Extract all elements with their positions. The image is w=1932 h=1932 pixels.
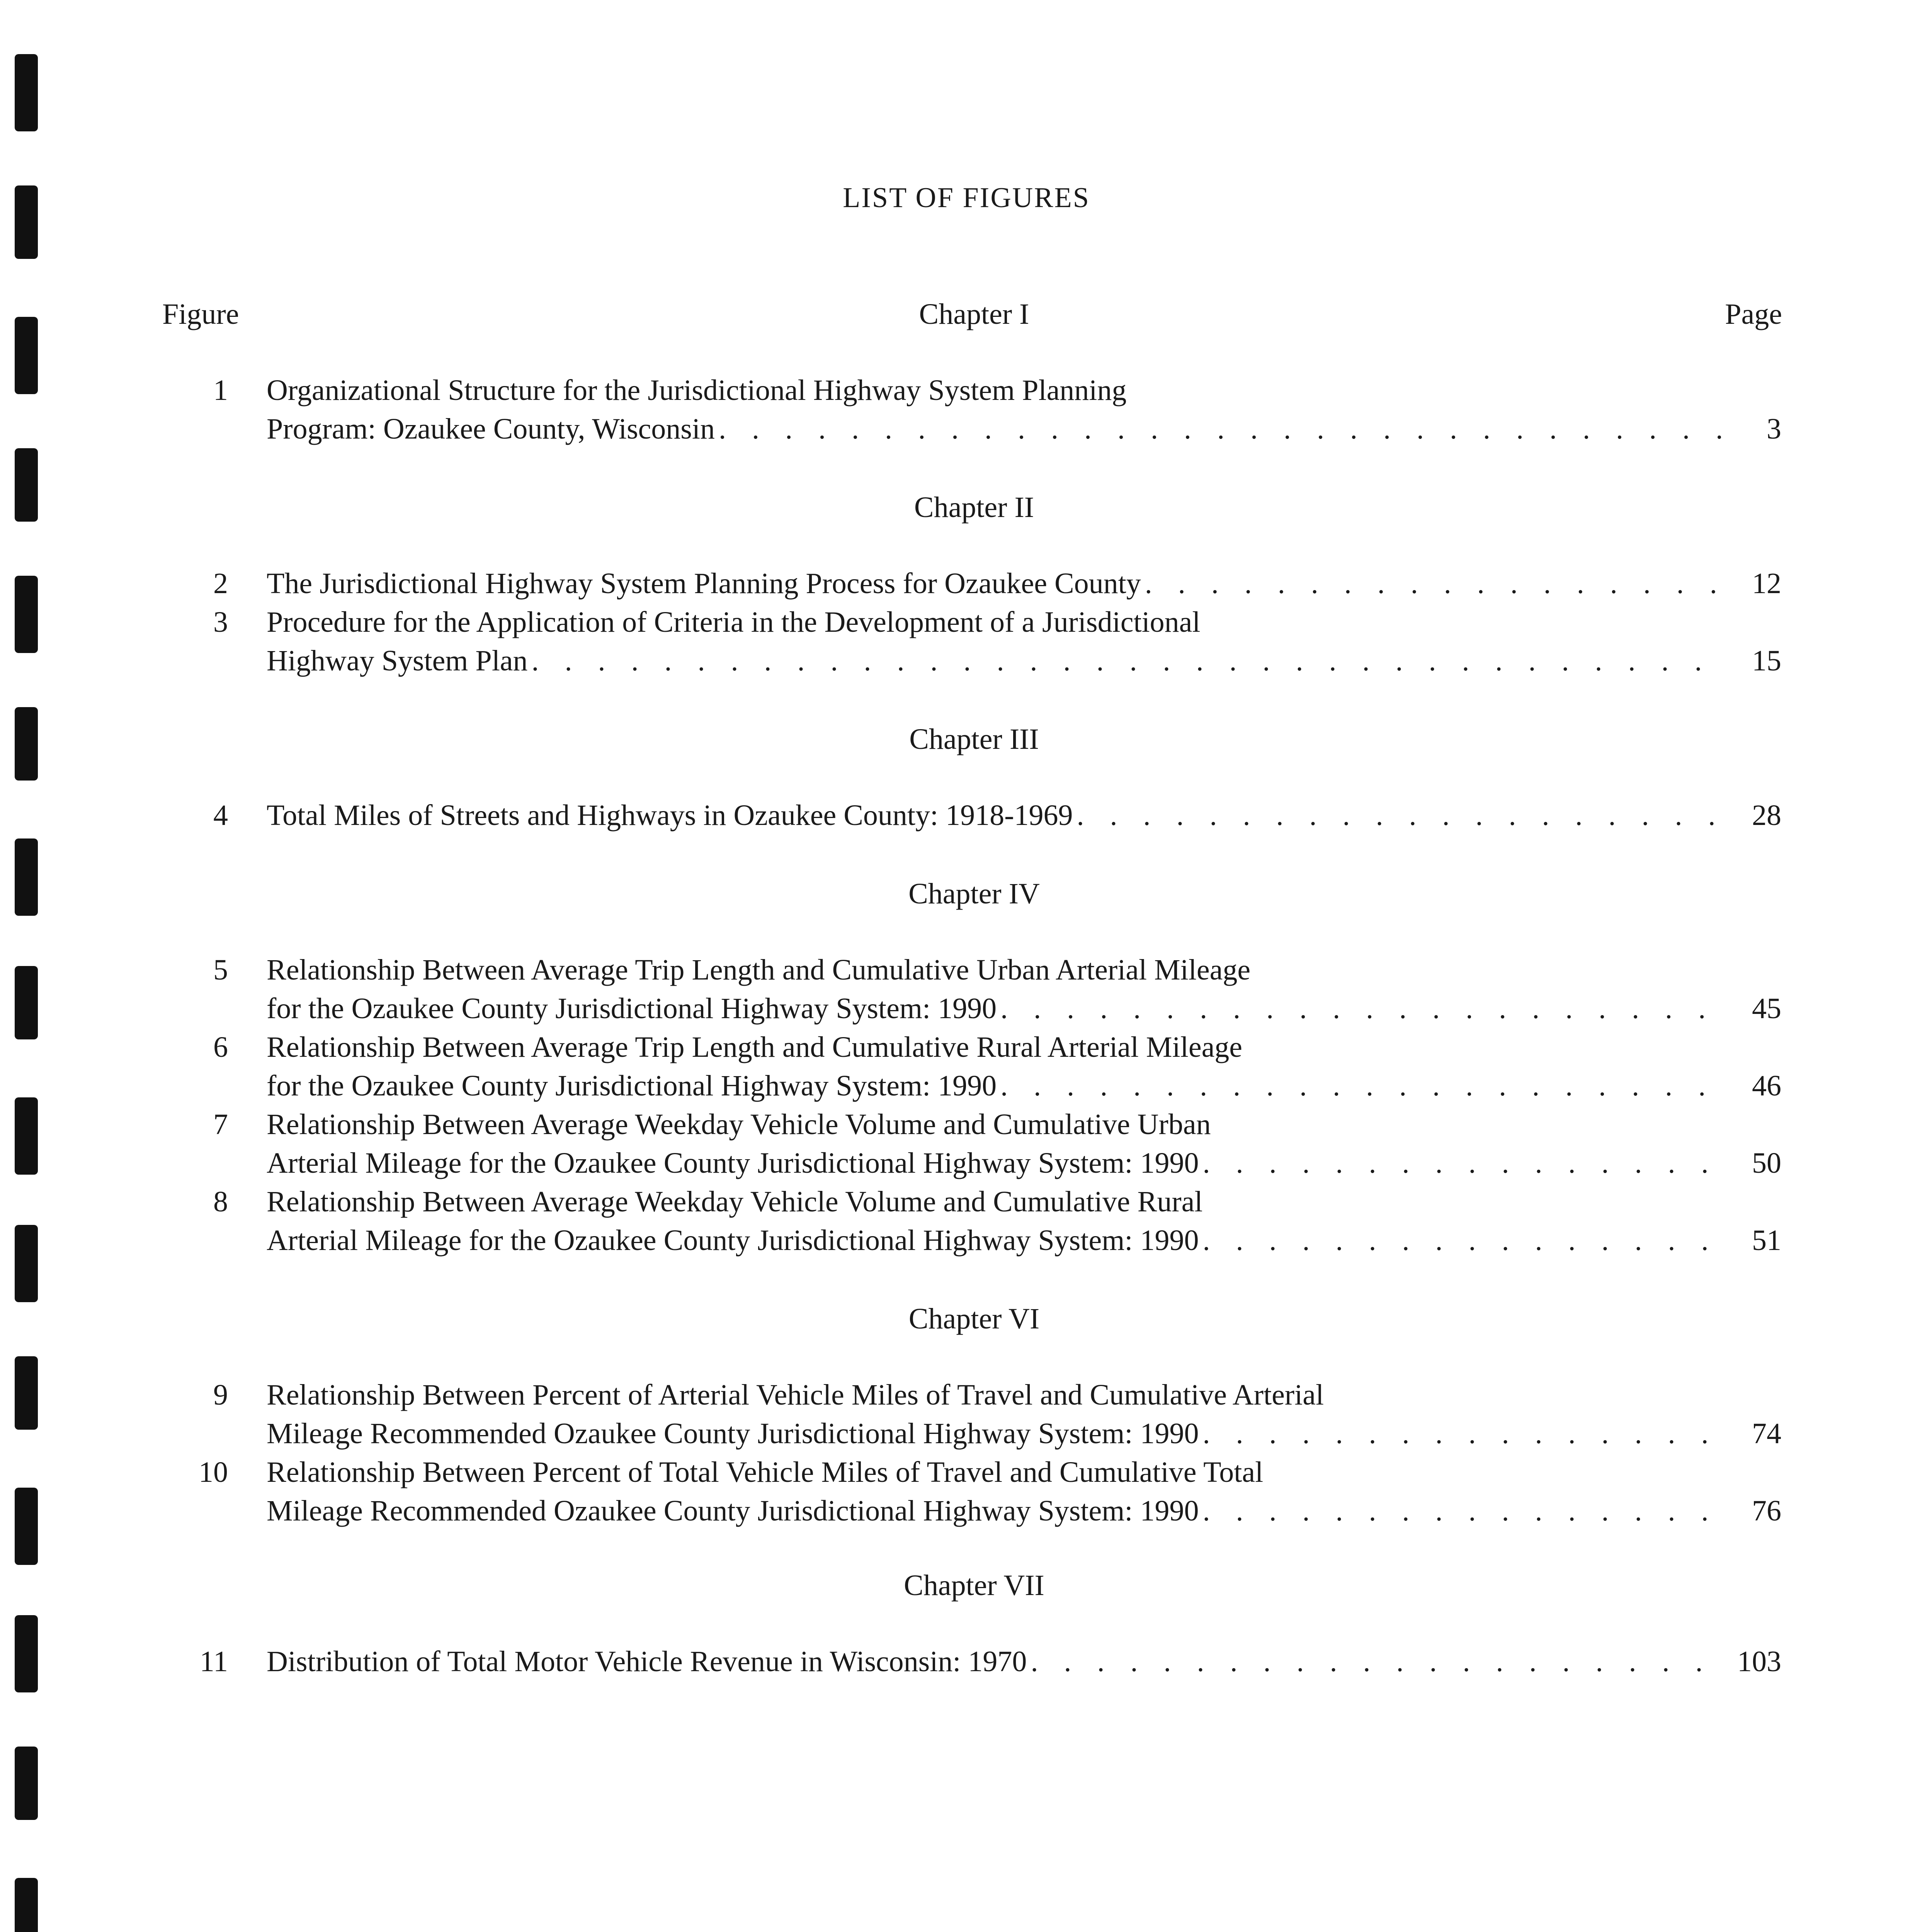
- figure-number: 7: [213, 1108, 228, 1141]
- figure-title-line: Total Miles of Streets and Highways in Ozaukee County: 1918-1969: [267, 799, 1073, 832]
- figure-number: 5: [213, 954, 228, 986]
- figure-title-line: The Jurisdictional Highway System Planning Process for Ozaukee County: [267, 567, 1141, 600]
- page-reference: 51: [1752, 1224, 1781, 1257]
- figure-number: 6: [213, 1031, 228, 1063]
- figure-title-line: Mileage Recommended Ozaukee County Jurisdictional Highway System: 1990: [267, 1417, 1199, 1450]
- figure-entry: [155, 564, 1781, 603]
- figure-title: [267, 1642, 1727, 1681]
- binding-hole: [15, 1615, 38, 1692]
- figure-title: [267, 796, 1727, 835]
- page-reference: 74: [1752, 1417, 1781, 1450]
- figure-entry: [155, 371, 1781, 448]
- figure-entry: [155, 1453, 1781, 1530]
- figure-title-line: Relationship Between Average Trip Length and Cumulative Urban Arterial Mileage: [267, 954, 1251, 986]
- figure-column-header: Figure: [162, 298, 239, 330]
- dot-leader: [719, 410, 1727, 448]
- chapter-heading-iii: Chapter III: [909, 723, 1039, 755]
- figure-title: [267, 1453, 1727, 1530]
- dot-leader: [1000, 989, 1727, 1028]
- binding-hole: [15, 1225, 38, 1302]
- page-reference: 12: [1752, 567, 1781, 600]
- figure-title-line: Relationship Between Percent of Arterial Vehicle Miles of Travel and Cumulative Arterial: [267, 1379, 1324, 1411]
- page-reference: 50: [1752, 1147, 1781, 1179]
- figure-title: [267, 564, 1727, 603]
- figure-number: 3: [213, 606, 228, 638]
- figure-entry: [155, 1376, 1781, 1453]
- figure-title: [267, 1028, 1727, 1105]
- dot-leader: [1203, 1414, 1727, 1453]
- figure-title-line: Arterial Mileage for the Ozaukee County Jurisdictional Highway System: 1990: [267, 1147, 1199, 1179]
- figure-number: 4: [213, 799, 228, 832]
- figure-title: [267, 1182, 1727, 1260]
- binding-hole: [15, 1356, 38, 1430]
- dot-leader: [1145, 564, 1727, 603]
- figure-number: 9: [213, 1379, 228, 1411]
- page-reference: 45: [1752, 992, 1781, 1025]
- figure-title-line: Procedure for the Application of Criteria in the Development of a Jurisdictional: [267, 606, 1201, 638]
- figure-entry: [155, 1642, 1781, 1681]
- figure-entry: [155, 603, 1781, 680]
- dot-leader: [1202, 1221, 1727, 1260]
- figure-title-line: Relationship Between Percent of Total Vehicle Miles of Travel and Cumulative Total: [267, 1456, 1264, 1488]
- figure-title-line: for the Ozaukee County Jurisdictional Highway System: 1990: [267, 992, 997, 1025]
- binding-hole: [15, 576, 38, 653]
- figure-title-line: Distribution of Total Motor Vehicle Revenue in Wisconsin: 1970: [267, 1645, 1027, 1678]
- figure-number: 1: [213, 374, 228, 406]
- figure-title-line: Organizational Structure for the Jurisdictional Highway System Planning: [267, 374, 1127, 406]
- chapter-heading-iv: Chapter IV: [908, 878, 1040, 910]
- page-reference: 103: [1737, 1645, 1781, 1678]
- page-reference: 46: [1752, 1070, 1781, 1102]
- page-reference: 28: [1752, 799, 1781, 832]
- figure-title-line: for the Ozaukee County Jurisdictional Highway System: 1990: [267, 1070, 997, 1102]
- binding-hole: [15, 1488, 38, 1565]
- chapter-heading-ii: Chapter II: [914, 491, 1034, 524]
- figure-title-line: Mileage Recommended Ozaukee County Jurisdictional Highway System: 1990: [267, 1495, 1199, 1527]
- binding-hole: [15, 54, 38, 131]
- dot-leader: [532, 641, 1727, 680]
- figure-title-line: Program: Ozaukee County, Wisconsin: [267, 413, 715, 445]
- dot-leader: [1202, 1144, 1727, 1182]
- figure-title-line: Relationship Between Average Weekday Vehicle Volume and Cumulative Urban: [267, 1108, 1211, 1141]
- figure-title: [267, 1105, 1727, 1182]
- figure-title-line: Highway System Plan: [267, 645, 528, 677]
- dot-leader: [1203, 1492, 1727, 1530]
- figure-title-line: Relationship Between Average Weekday Vehicle Volume and Cumulative Rural: [267, 1185, 1203, 1218]
- figure-number: 11: [199, 1645, 228, 1678]
- figure-entry: [155, 1105, 1781, 1182]
- figure-title: [267, 371, 1727, 448]
- binding-hole: [15, 1097, 38, 1175]
- figure-title: [267, 1376, 1727, 1453]
- chapter-heading-vii: Chapter VII: [904, 1569, 1044, 1602]
- figure-entry: [155, 951, 1781, 1028]
- figure-number: 8: [213, 1185, 228, 1218]
- page-title: LIST OF FIGURES: [843, 182, 1090, 214]
- binding-hole: [15, 966, 38, 1039]
- figure-title-line: Relationship Between Average Trip Length and Cumulative Rural Arterial Mileage: [267, 1031, 1243, 1063]
- dot-leader: [1000, 1066, 1727, 1105]
- page-reference: 15: [1752, 645, 1781, 677]
- dot-leader: [1031, 1642, 1727, 1681]
- page-reference: 76: [1752, 1495, 1781, 1527]
- chapter-heading-i: Chapter I: [919, 298, 1029, 330]
- page-column-header: Page: [1725, 298, 1782, 330]
- binding-hole: [15, 1878, 38, 1932]
- figure-title: [267, 951, 1727, 1028]
- binding-hole: [15, 1747, 38, 1820]
- figure-title: [267, 603, 1727, 680]
- chapter-heading-vi: Chapter VI: [908, 1303, 1040, 1335]
- figure-number: 2: [213, 567, 228, 600]
- figure-entry: [155, 1182, 1781, 1260]
- figure-title-line: Arterial Mileage for the Ozaukee County Jurisdictional Highway System: 1990: [267, 1224, 1199, 1257]
- figure-entry: [155, 1028, 1781, 1105]
- figure-number: 10: [199, 1456, 228, 1488]
- dot-leader: [1077, 796, 1727, 835]
- page-reference: 3: [1767, 413, 1781, 445]
- figure-entry: [155, 796, 1781, 835]
